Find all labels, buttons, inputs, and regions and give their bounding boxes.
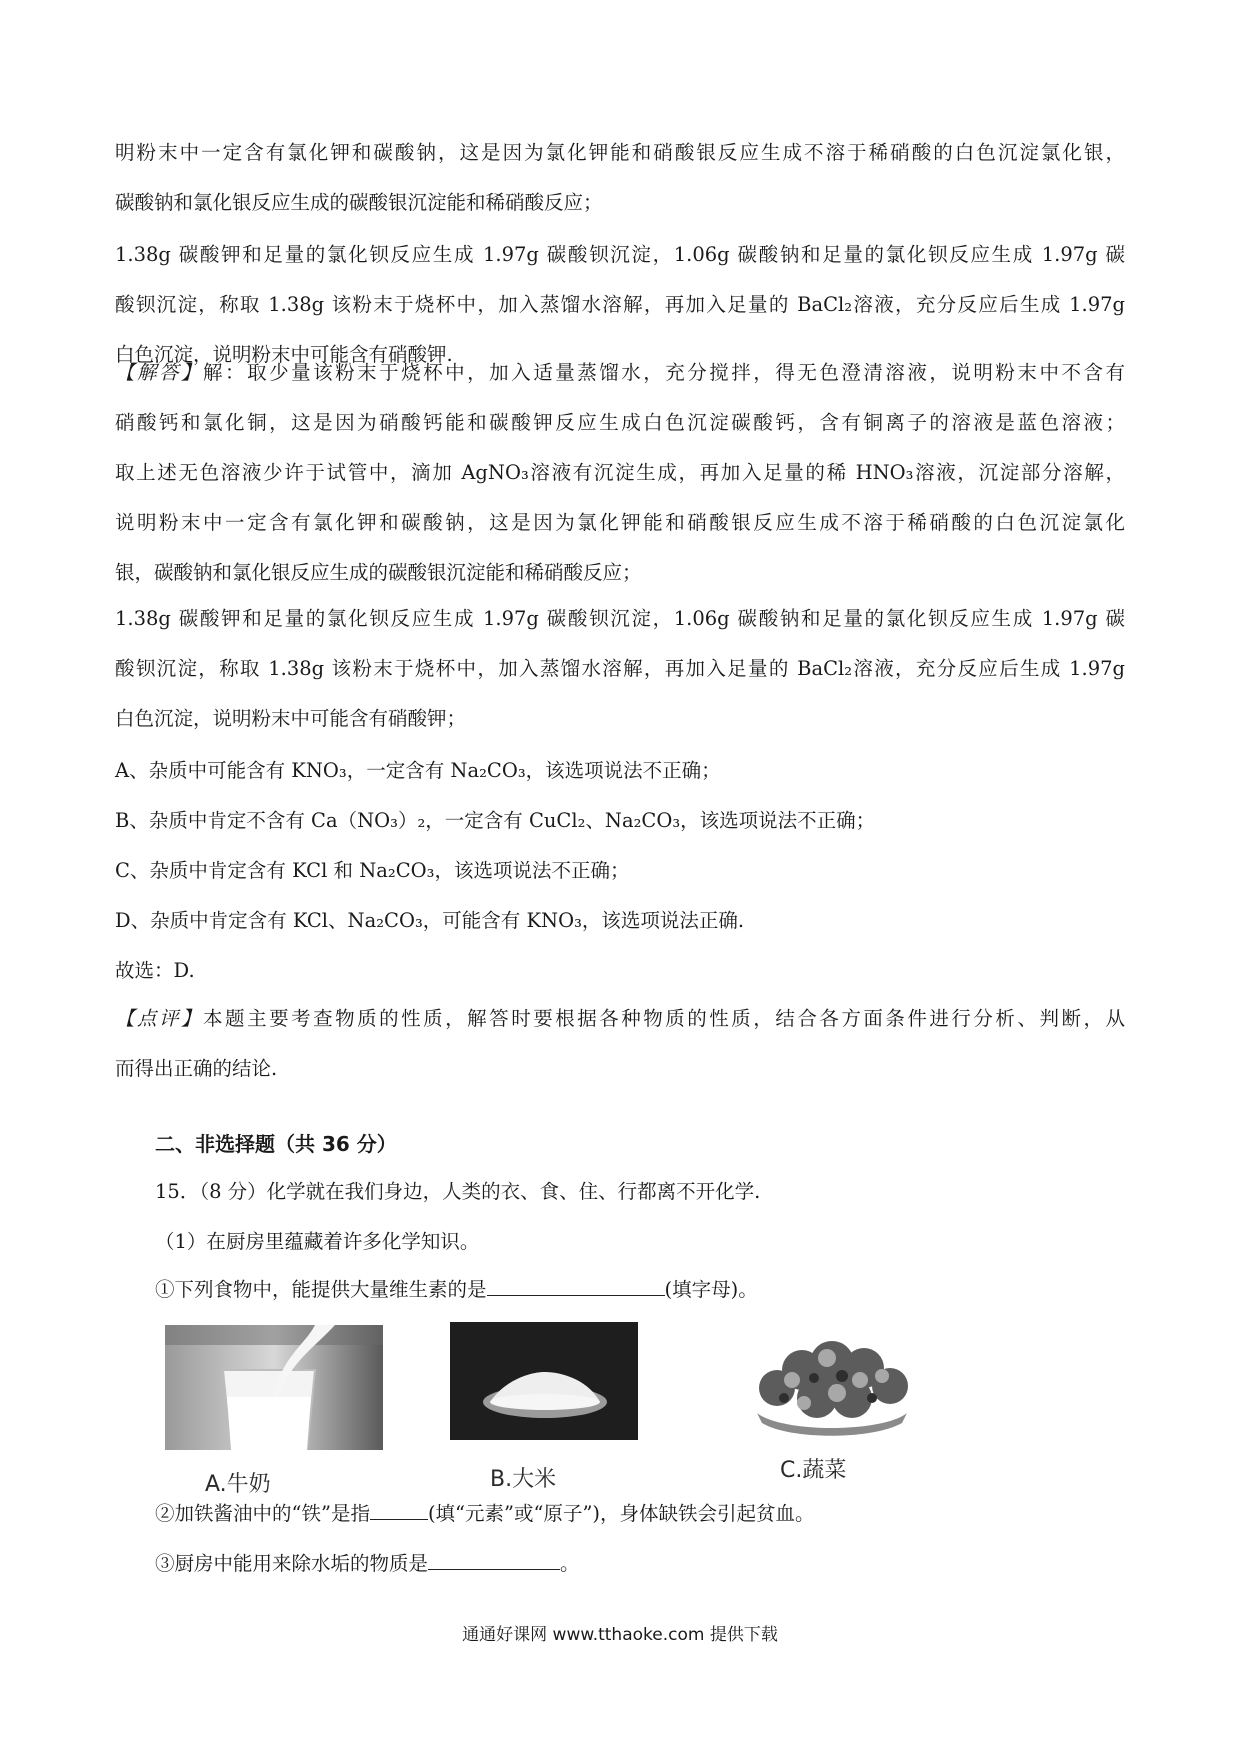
option-d: D、杂质中肯定含有 KCl、Na₂CO₃，可能含有 KNO₃，该选项说法正确.	[115, 909, 745, 932]
q3-text: ③厨房中能用来除水垢的物质是	[155, 1552, 429, 1575]
q2-suffix: (填“元素”或“原子”)，身体缺铁会引起贫血。	[427, 1502, 815, 1525]
answer-tag: 【解答】	[115, 361, 204, 384]
text-line: 酸钡沉淀，称取 1.38g 该粉末于烧杯中，加入蒸馏水溶解，再加入足量的 BaCl₂溶液，充分反应后生成 1.97g	[115, 657, 1125, 680]
milk-image	[165, 1325, 383, 1450]
text-line: 取上述无色溶液少许于试管中，滴加 AgNO₃溶液有沉淀生成，再加入足量的稀 HNO₃溶液，沉淀部分溶解，	[115, 461, 1125, 484]
review-paragraph	[115, 994, 1125, 1094]
question-15-q2	[155, 1498, 815, 1526]
review-line-first: 本题主要考查物质的性质，解答时要根据各种物质的性质，结合各方面条件进行分析、判断，从	[203, 1007, 1125, 1030]
text-line: 白色沉淀，说明粉末中可能含有硝酸钾.	[115, 343, 453, 366]
analysis-paragraph-a	[115, 128, 1125, 228]
review-tag: 【点评】	[115, 1007, 204, 1030]
food-caption: B.大米	[490, 1467, 557, 1492]
food-caption: C.蔬菜	[780, 1458, 847, 1483]
text-line: 1.38g 碳酸钾和足量的氯化钡反应生成 1.97g 碳酸钡沉淀，1.06g 碳酸钠和足量的氯化钡反应生成 1.97g 碳	[115, 607, 1125, 630]
answer-blank-3[interactable]	[428, 1549, 560, 1570]
answer-paragraph-2	[115, 594, 1125, 744]
text-line: 而得出正确的结论.	[115, 1057, 278, 1080]
text-line: 硝酸钙和氯化铜，这是因为硝酸钙能和碳酸钾反应生成白色沉淀碳酸钙，含有铜离子的溶液是蓝色溶液；	[115, 411, 1125, 434]
answer-choice: 故选：D.	[115, 959, 195, 982]
answer-blank-2[interactable]	[370, 1499, 428, 1520]
question-15-part-1: （1）在厨房里蕴藏着许多化学知识。	[155, 1230, 480, 1253]
question-15-q1	[155, 1274, 758, 1302]
text-line	[115, 348, 1125, 398]
answer-line-first: 解：取少量该粉末于烧杯中，加入适量蒸馏水，充分搅拌，得无色澄清溶液，说明粉末中不含有	[203, 361, 1125, 384]
food-option-b	[450, 1322, 640, 1497]
text-line: 碳酸钠和氯化银反应生成的碳酸银沉淀能和稀硝酸反应；	[115, 191, 603, 214]
q1-text: ①下列食物中，能提供大量维生素的是	[155, 1278, 487, 1301]
question-15-stem: 15．（8 分）化学就在我们身边，人类的衣、食、住、行都离不开化学.	[155, 1180, 761, 1203]
q2-text: ②加铁酱油中的“铁”是指	[155, 1502, 370, 1525]
option-b: B、杂质中肯定不含有 Ca（NO₃）₂，一定含有 CuCl₂、Na₂CO₃，该选项说法不正确；	[115, 809, 876, 832]
answer-paragraph	[115, 348, 1125, 598]
section-heading: 二、非选择题（共 36 分）	[155, 1132, 397, 1156]
text-line: 明粉末中一定含有氯化钾和碳酸钠，这是因为氯化钾能和硝酸银反应生成不溶于稀硝酸的白色沉淀氯化银，	[115, 141, 1125, 164]
text-line	[115, 994, 1125, 1044]
question-15-q3	[155, 1548, 580, 1576]
text-line: 银，碳酸钠和氯化银反应生成的碳酸银沉淀能和稀硝酸反应；	[115, 561, 642, 584]
vegetables-image	[742, 1318, 920, 1443]
text-line: 说明粉末中一定含有氯化钾和碳酸钠，这是因为氯化钾能和硝酸银反应生成不溶于稀硝酸的白色沉淀氯化	[115, 511, 1125, 534]
answer-options	[115, 746, 1125, 996]
text-line: 白色沉淀，说明粉末中可能含有硝酸钾；	[115, 707, 467, 730]
option-a: A、杂质中可能含有 KNO₃，一定含有 Na₂CO₃，该选项说法不正确；	[115, 759, 721, 782]
food-option-a	[165, 1325, 385, 1500]
food-option-c	[742, 1318, 922, 1493]
food-caption: A.牛奶	[205, 1472, 271, 1497]
q3-suffix: 。	[560, 1552, 580, 1575]
text-line: 1.38g 碳酸钾和足量的氯化钡反应生成 1.97g 碳酸钡沉淀，1.06g 碳酸钠和足量的氯化钡反应生成 1.97g 碳	[115, 243, 1125, 266]
answer-blank-1[interactable]	[487, 1275, 665, 1296]
text-line: 酸钡沉淀，称取 1.38g 该粉末于烧杯中，加入蒸馏水溶解，再加入足量的 BaCl₂溶液，充分反应后生成 1.97g	[115, 293, 1125, 316]
q1-suffix: (填字母)。	[664, 1278, 758, 1301]
option-c: C、杂质中肯定含有 KCl 和 Na₂CO₃，该选项说法不正确；	[115, 859, 630, 882]
page-footer: 通通好课网 www.tthaoke.com 提供下载	[462, 1625, 778, 1645]
rice-image	[450, 1322, 638, 1440]
